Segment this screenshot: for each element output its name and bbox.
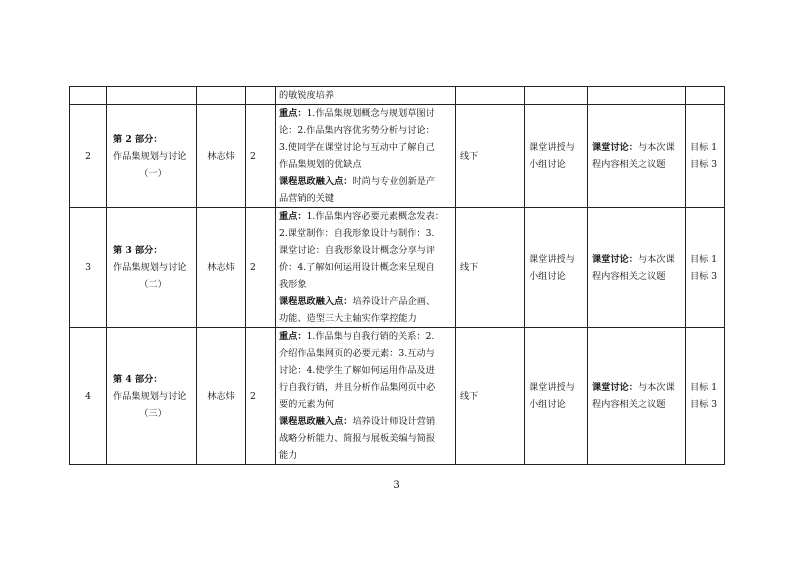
content-line: 1.作品集与自我行销的关系：2. [306,331,435,342]
teacher-cell [197,87,246,105]
topic-subtitle: 作品集规划与讨论 [113,262,187,273]
row-number-cell: 2 [70,105,107,208]
topic-part: （一） [139,167,167,179]
mode-cell: 线下 [456,208,525,328]
content-cell [276,328,456,465]
requirement-cell [588,105,686,208]
goal-line: 目标 3 [690,270,718,282]
content-line: 品营销的关键 [279,193,335,204]
requirement-line: 程内容相关之议题 [592,159,666,170]
content-line: 的敏锐度培养 [279,90,335,101]
content-cell [276,87,456,105]
content-line: 1.作品集规划概念与规划草图讨 [306,108,435,119]
topic-cell [107,87,197,105]
mode-cell: 线下 [456,328,525,465]
requirement-cell [588,87,686,105]
content-cell [276,208,456,328]
mode-cell: 线下 [456,105,525,208]
method-line: 课堂讲授与 [529,382,575,393]
requirement-line: 与本次课 [637,142,675,153]
requirement-label: 课堂讨论： [592,382,638,393]
content-cell [276,105,456,208]
topic-title: 第 4 部分： [113,373,163,385]
hours-cell: 2 [246,105,276,208]
key-points-label: 重点： [279,211,307,222]
topic-part: （二） [139,279,167,290]
schedule-table [69,86,725,465]
topic-part: （三） [139,407,167,419]
content-line: 要的元素为何 [279,399,335,410]
row-number-cell: 4 [70,328,107,465]
hours-cell [246,87,276,105]
content-line: 课堂讨论：自我形象设计概念分享与评 [279,245,436,256]
goal-cell [686,87,725,105]
requirement-line: 与本次课 [637,382,675,393]
goal-cell [686,208,725,328]
content-line: 价：4.了解如何运用设计概念来呈现自 [279,262,435,273]
content-line: 2.课堂制作：自我形象设计与制作：3. [279,228,435,239]
requirement-label: 课堂讨论： [592,142,638,153]
method-cell [525,87,588,105]
requirement-cell [588,328,686,465]
row-number-cell: 3 [70,208,107,328]
requirement-line: 程内容相关之议题 [592,399,666,410]
content-line: 行自我行销，并且分析作品集网页中必 [279,382,436,393]
teacher-cell: 林志炜 [197,105,246,208]
goal-line: 目标 3 [690,159,718,170]
method-line: 小组讨论 [529,270,566,282]
table-row [70,87,725,105]
requirement-label: 课堂讨论： [592,253,638,265]
topic-title: 第 3 部分： [113,245,163,256]
teacher-cell: 林志炜 [197,328,246,465]
method-cell [525,208,588,328]
topic-subtitle: 作品集规划与讨论 [113,150,187,162]
goal-cell [686,105,725,208]
hours-cell: 2 [246,328,276,465]
topic-cell [107,208,197,328]
teacher-cell: 林志炜 [197,208,246,328]
method-line: 小组讨论 [529,159,566,170]
method-cell [525,105,588,208]
row-number-cell [70,87,107,105]
content-line: 作品集规划的优缺点 [279,159,362,170]
content-line: 能力 [279,450,298,461]
content-line: 课程思政融入点：时尚与专业创新是产 [279,176,436,187]
table-row [70,105,725,208]
goal-line: 目标 1 [690,382,718,393]
content-line: 我形象 [279,279,307,290]
method-line: 课堂讲授与 [529,253,575,265]
method-line: 课堂讲授与 [529,142,575,153]
method-cell [525,328,588,465]
content-line: 介绍作品集网页的必要元素：3.互动与 [279,348,435,359]
content-line: 课程思政融入点：培养设计产品企画、 [279,296,436,307]
topic-cell [107,328,197,465]
topic-title: 第 2 部分： [113,133,163,145]
content-line: 论：2.作品集内容优劣势分析与讨论： [279,125,435,136]
goal-line: 目标 1 [690,142,718,153]
content-line: 课程思政融入点：培养设计师设计营销 [279,416,436,427]
ideology-label: 课程思政融入点： [279,296,353,307]
ideology-label: 课程思政融入点： [279,176,353,187]
key-points-label: 重点： [279,331,307,342]
table-row [70,208,725,328]
table-row [70,328,725,465]
key-points-label: 重点： [279,108,307,119]
hours-cell: 2 [246,208,276,328]
content-line: 功能、造型三大主轴实作掌控能力 [279,313,417,324]
content-line: 1.作品集内容必要元素概念发表： [306,211,444,222]
content-line: 讨论：4.使学生了解如何运用作品及进 [279,365,435,376]
page-number: 3 [393,480,400,491]
content-line: 战略分析能力、简报与展板美编与简报 [279,433,436,444]
mode-cell [456,87,525,105]
method-line: 小组讨论 [529,399,566,410]
ideology-label: 课程思政融入点： [279,416,353,427]
goal-line: 目标 1 [690,253,718,265]
topic-subtitle: 作品集规划与讨论 [113,390,187,402]
requirement-cell [588,208,686,328]
goal-line: 目标 3 [690,399,718,410]
content-line: 3.使同学在课堂讨论与互动中了解自己 [279,142,435,153]
goal-cell [686,328,725,465]
requirement-line: 与本次课 [637,253,675,265]
requirement-line: 程内容相关之议题 [592,270,666,282]
topic-cell [107,105,197,208]
